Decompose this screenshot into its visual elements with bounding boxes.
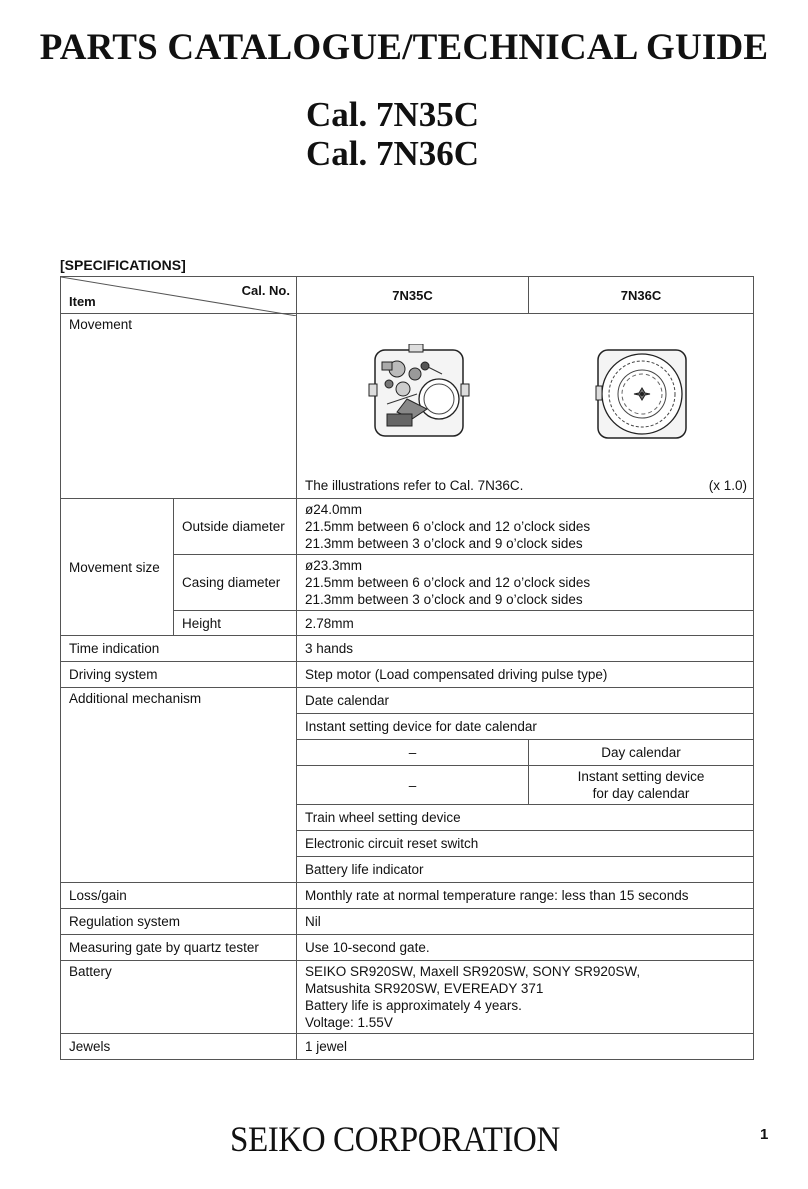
battery-line-4: Voltage: 1.55V xyxy=(305,1015,393,1030)
instant-setting-date: Instant setting device for date calendar xyxy=(297,714,754,740)
jewels-label: Jewels xyxy=(61,1034,297,1060)
measuring-gate-label: Measuring gate by quartz tester xyxy=(61,935,297,961)
movement-7n36c-illustration xyxy=(594,344,689,444)
day-calendar-7n35c: – xyxy=(297,740,529,766)
outside-diameter-value xyxy=(297,499,754,555)
movement-label: Movement xyxy=(61,314,297,499)
day-calendar-7n36c: Day calendar xyxy=(529,740,754,766)
movement-scale: (x 1.0) xyxy=(708,478,747,493)
outside-diameter-line-1: ø24.0mm xyxy=(305,502,363,517)
brand-logo: SEIKO CORPORATION xyxy=(230,1119,560,1159)
item-calno-header xyxy=(61,277,297,314)
regulation-system-row xyxy=(61,909,754,935)
jewels-row xyxy=(61,1034,754,1060)
casing-diameter-line-3: 21.3mm between 3 o’clock and 9 o’clock sides xyxy=(305,592,583,607)
table-header-row xyxy=(61,277,754,314)
movement-size-label: Movement size xyxy=(61,499,174,636)
specifications-heading: [SPECIFICATIONS] xyxy=(60,257,186,273)
movement-row xyxy=(61,314,754,499)
cal-no-label: Cal. No. xyxy=(241,283,290,298)
additional-mechanism-label: Additional mechanism xyxy=(61,688,297,883)
movement-illustrations xyxy=(297,314,754,499)
outside-diameter-line-3: 21.3mm between 3 o’clock and 9 o’clock sides xyxy=(305,536,583,551)
outside-diameter-label: Outside diameter xyxy=(174,499,297,555)
item-label: Item xyxy=(69,294,96,309)
battery-row xyxy=(61,961,754,1034)
instant-day-7n36c-line-2: for day calendar xyxy=(592,786,690,801)
loss-gain-value: Monthly rate at normal temperature range: less than 15 seconds xyxy=(297,883,754,909)
loss-gain-row xyxy=(61,883,754,909)
col-7n35c-header: 7N35C xyxy=(297,277,529,314)
specifications-table xyxy=(60,276,754,1060)
measuring-gate-row xyxy=(61,935,754,961)
page-number: 1 xyxy=(760,1126,769,1143)
battery-line-3: Battery life is approximately 4 years. xyxy=(305,998,522,1013)
time-indication-row xyxy=(61,636,754,662)
instant-day-7n35c: – xyxy=(297,766,529,805)
casing-diameter-line-1: ø23.3mm xyxy=(305,558,363,573)
time-indication-label: Time indication xyxy=(61,636,297,662)
driving-system-row xyxy=(61,662,754,688)
additional-mechanism-row xyxy=(61,688,754,714)
casing-diameter-line-2: 21.5mm between 6 o’clock and 12 o’clock sides xyxy=(305,575,591,590)
battery-line-1: SEIKO SR920SW, Maxell SR920SW, SONY SR920SW, xyxy=(305,964,641,979)
casing-diameter-label: Casing diameter xyxy=(174,555,297,611)
caliber-line-1: Cal. 7N35C xyxy=(306,95,480,134)
height-label: Height xyxy=(174,611,297,636)
movement-7n35c-illustration xyxy=(367,344,472,444)
instant-day-7n36c xyxy=(529,766,754,805)
loss-gain-label: Loss/gain xyxy=(61,883,297,909)
measuring-gate-value: Use 10-second gate. xyxy=(297,935,754,961)
instant-day-7n36c-line-1: Instant setting device xyxy=(577,769,705,784)
battery-life-indicator: Battery life indicator xyxy=(297,857,754,883)
train-wheel-setting: Train wheel setting device xyxy=(297,805,754,831)
outside-diameter-row xyxy=(61,499,754,555)
height-value: 2.78mm xyxy=(297,611,754,636)
battery-value xyxy=(297,961,754,1034)
time-indication-value: 3 hands xyxy=(297,636,754,662)
jewels-value: 1 jewel xyxy=(297,1034,754,1060)
casing-diameter-value xyxy=(297,555,754,611)
date-calendar: Date calendar xyxy=(297,688,754,714)
driving-system-label: Driving system xyxy=(61,662,297,688)
movement-caption: The illustrations refer to Cal. 7N36C. xyxy=(305,478,524,493)
col-7n36c-header: 7N36C xyxy=(529,277,754,314)
battery-line-2: Matsushita SR920SW, EVEREADY 371 xyxy=(305,981,544,996)
battery-label: Battery xyxy=(61,961,297,1034)
regulation-system-label: Regulation system xyxy=(61,909,297,935)
page-title: PARTS CATALOGUE/TECHNICAL GUIDE xyxy=(39,27,769,68)
reset-switch: Electronic circuit reset switch xyxy=(297,831,754,857)
outside-diameter-line-2: 21.5mm between 6 o’clock and 12 o’clock sides xyxy=(305,519,591,534)
regulation-system-value: Nil xyxy=(297,909,754,935)
caliber-line-2: Cal. 7N36C xyxy=(306,134,480,173)
driving-system-value: Step motor (Load compensated driving pulse type) xyxy=(297,662,754,688)
